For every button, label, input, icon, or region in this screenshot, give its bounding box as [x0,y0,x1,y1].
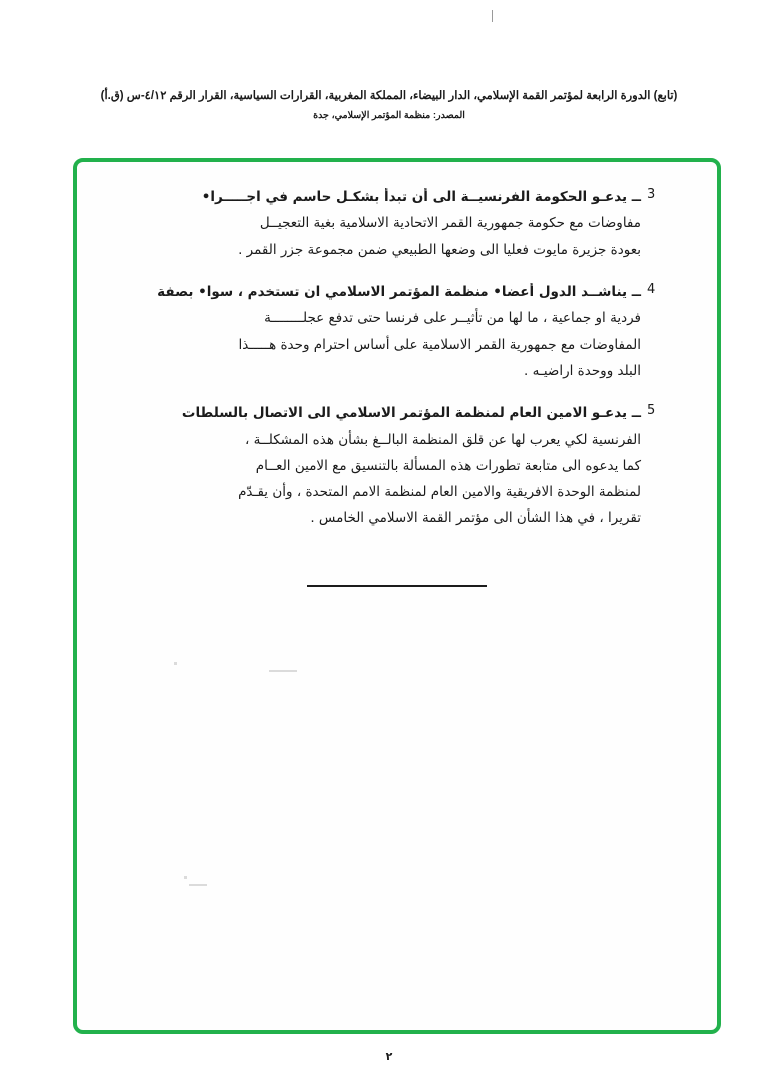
clause-line: مفاوضات مع حكومة جمهورية القمر الاتحادية الاسلامية بغية التعجيــل [259,215,641,232]
document-header [60,88,718,121]
clause-text [103,400,647,532]
page-number: ٢ [385,1050,393,1063]
resolution-text-body [103,184,691,592]
clause-item [103,184,691,263]
clause-line: تقريرا ، في هذا الشأن الى مؤتمر القمة الاسلامي الخامس . [310,510,641,527]
clause-line: البلد ووحدة اراضيـه . [524,362,641,379]
clause-item [103,279,691,384]
scan-speck [174,662,177,665]
document-title: (تابع) الدورة الرابعة لمؤتمر القمة الإسلامي، الدار البيضاء، المملكة المغربية، القرارات السياسية، القرار الرقم ٤/١٢-س (ق.أ) [100,90,678,102]
crop-mark [492,10,493,22]
clause-number: 3 [647,187,657,202]
clause-line: ــ يدعـو الحكومة الفرنسيــة الى أن تبدأ بشكـل حاسم في اجـــــرا• [201,189,641,205]
clause-line: بعودة جزيرة مايوت فعليا الى وضعها الطبيعي ضمن مجموعة جزر القمر . [238,241,641,258]
clause-line: لمنظمة الوحدة الافريقية والامين العام لمنظمة الامم المتحدة ، وأن يقـدّم [238,484,641,501]
clause-line: كما يدعوه الى متابعة تطورات هذه المسألة بالتنسيق مع الامين العــام [255,457,641,474]
scanned-page-frame [73,158,721,1034]
divider-line [307,585,487,587]
document-source: المصدر: منظمة المؤتمر الإسلامي، جدة [313,110,465,122]
scan-speck [184,876,187,879]
clause-line: ــ يدعـو الامين العام لمنظمة المؤتمر الاسلامي الى الاتصال بالسلطات [181,405,641,422]
scan-speck [189,884,207,886]
clause-text [103,184,647,263]
scan-speck [269,670,297,672]
clause-line: الفرنسية لكي يعرب لها عن قلق المنظمة البالــغ بشأن هذه المشكلــة ، [244,431,641,448]
clause-number: 5 [647,403,657,419]
clause-item [103,400,691,532]
clause-text [103,279,647,384]
section-divider [103,574,691,592]
clause-line: ــ يناشــد الدول أعضا• منظمة المؤتمر الاسلامي ان تستخدم ، سوا• بصفة [157,283,641,300]
clause-number: 4 [647,281,657,297]
clause-line: المفاوضات مع جمهورية القمر الاسلامية على أساس احترام وحدة هـــــذا [238,336,641,353]
clause-line: فردية او جماعية ، ما لها من تأثيــر على فرنسا حتى تدفع عجلــــــــة [264,310,641,327]
